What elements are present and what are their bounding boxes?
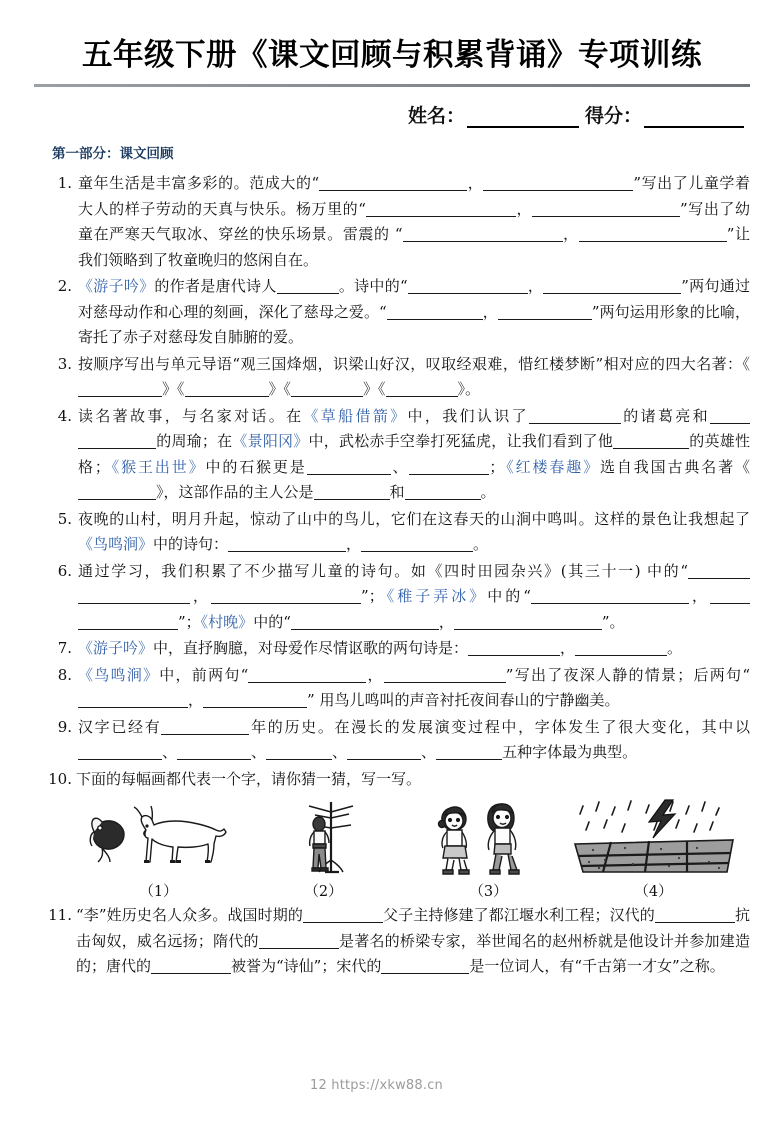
text-run: 是一位词人，有“千古第一才女”之称。	[469, 957, 725, 975]
text-run: 中的“	[487, 587, 531, 605]
text-run: 通过学习，我们积累了不少描写儿童的诗句。如《四时田园杂兴》(其三十一) 中的“	[78, 561, 688, 580]
question-item	[34, 404, 750, 506]
rain-lightning-over-field-art	[569, 798, 739, 876]
question-text	[72, 636, 750, 662]
text-run: ”；	[361, 587, 384, 605]
question-item	[34, 636, 750, 662]
question-item	[34, 559, 750, 636]
answer-blank[interactable]	[403, 226, 563, 242]
question-list	[34, 171, 750, 980]
question-item	[34, 352, 750, 403]
text-run: 被誉为“诗仙”；宋代的	[231, 957, 382, 975]
answer-blank[interactable]	[211, 588, 361, 604]
text-run: ”两句通过对慈母动作和心理的刻画，深化了慈母之爱。“	[78, 277, 750, 321]
answer-blank[interactable]	[436, 744, 502, 760]
answer-blank[interactable]	[78, 588, 190, 604]
answer-blank[interactable]	[78, 692, 188, 708]
text-run: “李”姓历史名人众多。战国时期的	[76, 906, 303, 924]
book-title: 《鸟鸣涧》	[78, 535, 154, 553]
text-run: 中的“	[253, 612, 291, 631]
question-number: 2.	[57, 277, 72, 295]
question-item	[34, 663, 750, 714]
text-run: ，	[366, 665, 384, 684]
rain-lightning-over-field-drawing	[569, 798, 739, 876]
answer-blank[interactable]	[314, 484, 390, 500]
title-divider	[34, 84, 750, 87]
picture-riddle-label: （1）	[139, 884, 178, 900]
text-run: ” 用鸟儿鸣叫的声音衬托夜间春山的宁静幽美。	[307, 691, 620, 709]
question-text	[72, 352, 750, 403]
answer-blank[interactable]	[78, 433, 156, 449]
text-run: 中的石猴更是	[205, 457, 307, 476]
question-text	[72, 507, 750, 558]
answer-blank[interactable]	[266, 744, 332, 760]
score-input-blank[interactable]	[644, 109, 744, 128]
text-run: 选自我国古典名著《	[600, 457, 750, 476]
answer-blank[interactable]	[78, 744, 162, 760]
text-run: 的诸葛亮和	[620, 406, 710, 425]
text-run: ”写出了幼童在严寒天气取冰、穿丝的快乐场景。雷震的 “	[78, 199, 750, 243]
text-run: 。	[667, 639, 683, 657]
answer-blank[interactable]	[361, 536, 473, 552]
answer-blank[interactable]	[386, 381, 458, 397]
question-text	[72, 559, 750, 636]
question-text	[72, 715, 750, 766]
picture-riddle-row	[76, 798, 736, 901]
text-run: ，	[346, 535, 362, 553]
text-run: 》《	[162, 380, 185, 398]
text-run: 按顺序写出与单元导语“观三国烽烟，识梁山好汉，叹取经艰难，惜红楼梦断”相对应的四大名著：《	[78, 354, 750, 373]
text-run: ，	[562, 225, 579, 243]
question-text	[72, 404, 750, 506]
answer-blank[interactable]	[185, 381, 269, 397]
picture-riddle-label: （4）	[634, 884, 673, 900]
answer-blank[interactable]	[575, 640, 667, 656]
text-run: 中的诗句：	[153, 535, 229, 553]
text-run: 》《	[363, 380, 386, 398]
text-run: ，	[527, 277, 544, 295]
answer-blank[interactable]	[151, 958, 231, 974]
book-title: 《稚子弄冰》	[383, 587, 488, 605]
answer-blank[interactable]	[405, 484, 481, 500]
text-run: 和	[389, 483, 405, 501]
question-item	[34, 715, 750, 766]
question-number: 4.	[57, 406, 72, 425]
answer-blank[interactable]	[307, 459, 391, 475]
book-title: 《游子吟》	[78, 277, 155, 295]
text-run: ”；	[178, 612, 201, 631]
text-run: 的作者是唐代诗人	[154, 277, 277, 295]
question-text	[72, 903, 750, 980]
book-title: 《草船借箭》	[303, 406, 408, 425]
text-run: 。	[473, 535, 489, 553]
score-field-group	[585, 101, 744, 128]
answer-blank[interactable]	[277, 278, 339, 294]
text-run: 父子主持修建了都江堰水利工程；汉代的	[382, 906, 655, 924]
question-number: 1.	[57, 174, 72, 192]
text-run: ，	[688, 587, 710, 605]
answer-blank[interactable]	[529, 408, 621, 424]
name-field-group	[408, 101, 579, 128]
picture-riddle-item	[241, 798, 406, 901]
answer-blank[interactable]	[655, 907, 735, 923]
answer-blank[interactable]	[78, 614, 178, 630]
answer-blank[interactable]	[454, 614, 602, 630]
answer-blank[interactable]	[291, 614, 439, 630]
text-run: 夜晚的山村，明月升起，惊动了山中的鸟儿，它们在这春天的山涧中鸣叫。这样的景色让我想起了	[78, 509, 750, 528]
text-run: 汉字已经有	[78, 717, 162, 736]
answer-blank[interactable]	[291, 381, 363, 397]
text-run: 、	[390, 457, 410, 476]
person-leaning-on-tree-art	[269, 798, 379, 876]
name-input-blank[interactable]	[467, 109, 579, 128]
answer-blank[interactable]	[161, 719, 249, 735]
picture-riddle-item	[571, 798, 736, 901]
answer-blank[interactable]	[408, 278, 528, 294]
answer-blank[interactable]	[613, 433, 689, 449]
text-run: 、	[162, 743, 178, 761]
student-info-line	[34, 101, 750, 128]
answer-blank[interactable]	[531, 588, 689, 604]
answer-blank[interactable]	[347, 744, 421, 760]
answer-blank[interactable]	[468, 640, 560, 656]
section-header-part-one: 第一部分：课文回顾	[52, 146, 174, 162]
text-run: ”。	[601, 612, 625, 631]
answer-blank[interactable]	[688, 563, 750, 579]
question-number: 11.	[48, 906, 72, 924]
question-number: 9.	[57, 717, 72, 736]
book-title: 《猴王出世》	[109, 457, 206, 476]
text-run: 中，我们认识了	[407, 406, 529, 425]
text-run: 的周瑜；在	[156, 432, 233, 450]
answer-blank[interactable]	[483, 175, 633, 191]
text-run: 下面的每幅画都代表一个字，请你猜一猜，写一写。	[76, 769, 422, 788]
text-run: ，	[188, 691, 204, 709]
answer-blank[interactable]	[78, 484, 156, 500]
text-run: 读名著故事，与名家对话。在	[78, 406, 304, 425]
text-run: ”写出了夜深人静的情景；后两句“	[505, 665, 750, 684]
question-item	[34, 767, 750, 793]
text-run: ，	[438, 612, 454, 631]
answer-blank[interactable]	[78, 381, 162, 397]
text-run: ；	[489, 457, 505, 476]
question-text	[72, 171, 750, 273]
fish-and-goat-drawing	[84, 798, 234, 876]
score-label: 得分：	[584, 105, 642, 127]
text-run: 、	[421, 743, 437, 761]
text-run: 的英雄性格；	[78, 432, 750, 476]
answer-blank[interactable]	[532, 201, 680, 217]
answer-blank[interactable]	[579, 226, 727, 242]
picture-riddle-label: （3）	[469, 884, 508, 900]
text-run: 中，武松赤手空拳打死猛虎，让我们看到了他	[308, 432, 614, 450]
page-title: 五年级下册《课文回顾与积累背诵》专项训练	[82, 38, 702, 73]
question-text	[72, 274, 750, 351]
answer-blank[interactable]	[177, 744, 251, 760]
text-run: 中，直抒胸臆，对母爱作尽情讴歌的两句诗是：	[153, 639, 469, 657]
text-run: 》，这部作品的主人公是	[156, 483, 314, 501]
text-run: 》。	[457, 380, 481, 398]
text-run: 、	[332, 743, 348, 761]
book-title: 《景阳冈》	[232, 432, 309, 450]
text-run: 抗击匈奴，威名远扬；隋代的	[76, 906, 750, 950]
question-item	[34, 903, 750, 980]
text-run: ，	[482, 302, 498, 321]
answer-blank[interactable]	[228, 536, 346, 552]
text-run: 年的历史。在漫长的发展演变过程中，字体发生了很大变化，其中以	[249, 717, 750, 736]
text-run: ，	[515, 199, 533, 218]
question-number: 6.	[57, 561, 72, 580]
text-run: ，	[560, 639, 576, 657]
question-number: 5.	[57, 509, 72, 528]
text-run: ”两句运用形象的比喻，寄托了赤子对慈母发自肺腑的爱。	[78, 302, 750, 346]
question-item	[34, 507, 750, 558]
answer-blank[interactable]	[259, 933, 339, 949]
answer-blank[interactable]	[303, 907, 383, 923]
book-title: 《村晚》	[200, 612, 254, 631]
text-run: 。	[480, 483, 496, 501]
text-run: 五种字体最为典型。	[502, 743, 638, 761]
person-leaning-on-tree-drawing	[269, 798, 379, 876]
text-run: 中，前两句“	[159, 665, 249, 684]
answer-blank[interactable]	[248, 667, 366, 683]
text-run: 是著名的桥梁专家，举世闻名的赵州桥就是他设计并参加建造的；唐代的	[76, 931, 750, 975]
text-run: ”让我们领略到了牧童晚归的悠闲自在。	[78, 225, 750, 269]
picture-riddle-label: （2）	[304, 884, 343, 900]
question-item	[34, 274, 750, 351]
question-number: 3.	[57, 354, 72, 373]
text-run: ”写出了儿童学着大人的样子劳动的天真与快乐。杨万里的“	[78, 174, 750, 218]
answer-blank[interactable]	[366, 201, 516, 217]
watermark-text: 12 https://xkw88.cn	[310, 1078, 443, 1093]
book-title: 《鸟鸣涧》	[78, 665, 160, 684]
question-number: 7.	[57, 639, 72, 657]
picture-riddle-item	[76, 798, 241, 901]
answer-blank[interactable]	[710, 588, 750, 604]
answer-blank[interactable]	[498, 304, 592, 320]
book-title: 《红楼春趣》	[504, 457, 601, 476]
question-text	[72, 767, 750, 793]
text-run: 童年生活是丰富多彩的。范成大的“	[78, 174, 320, 192]
question-item	[34, 171, 750, 273]
answer-blank[interactable]	[710, 408, 750, 424]
question-number: 8.	[57, 665, 72, 684]
name-label: 姓名：	[407, 105, 465, 127]
text-run: 》《	[268, 380, 292, 398]
answer-blank[interactable]	[381, 958, 469, 974]
fish-and-goat-art	[84, 800, 234, 876]
text-run: 、	[251, 743, 267, 761]
question-text	[72, 663, 750, 714]
text-run: ，	[190, 587, 212, 605]
answer-blank[interactable]	[409, 459, 489, 475]
question-number: 10.	[48, 769, 72, 788]
two-girls-walking-drawing	[429, 798, 549, 876]
two-girls-walking-art	[429, 796, 549, 876]
answer-blank[interactable]	[387, 304, 483, 320]
answer-blank[interactable]	[543, 278, 681, 294]
text-run: ，	[467, 174, 484, 192]
text-run: 。诗中的“	[338, 277, 408, 295]
answer-blank[interactable]	[319, 175, 467, 191]
book-title: 《游子吟》	[78, 639, 154, 657]
answer-blank[interactable]	[384, 667, 506, 683]
answer-blank[interactable]	[203, 692, 307, 708]
picture-riddle-item	[406, 798, 571, 901]
